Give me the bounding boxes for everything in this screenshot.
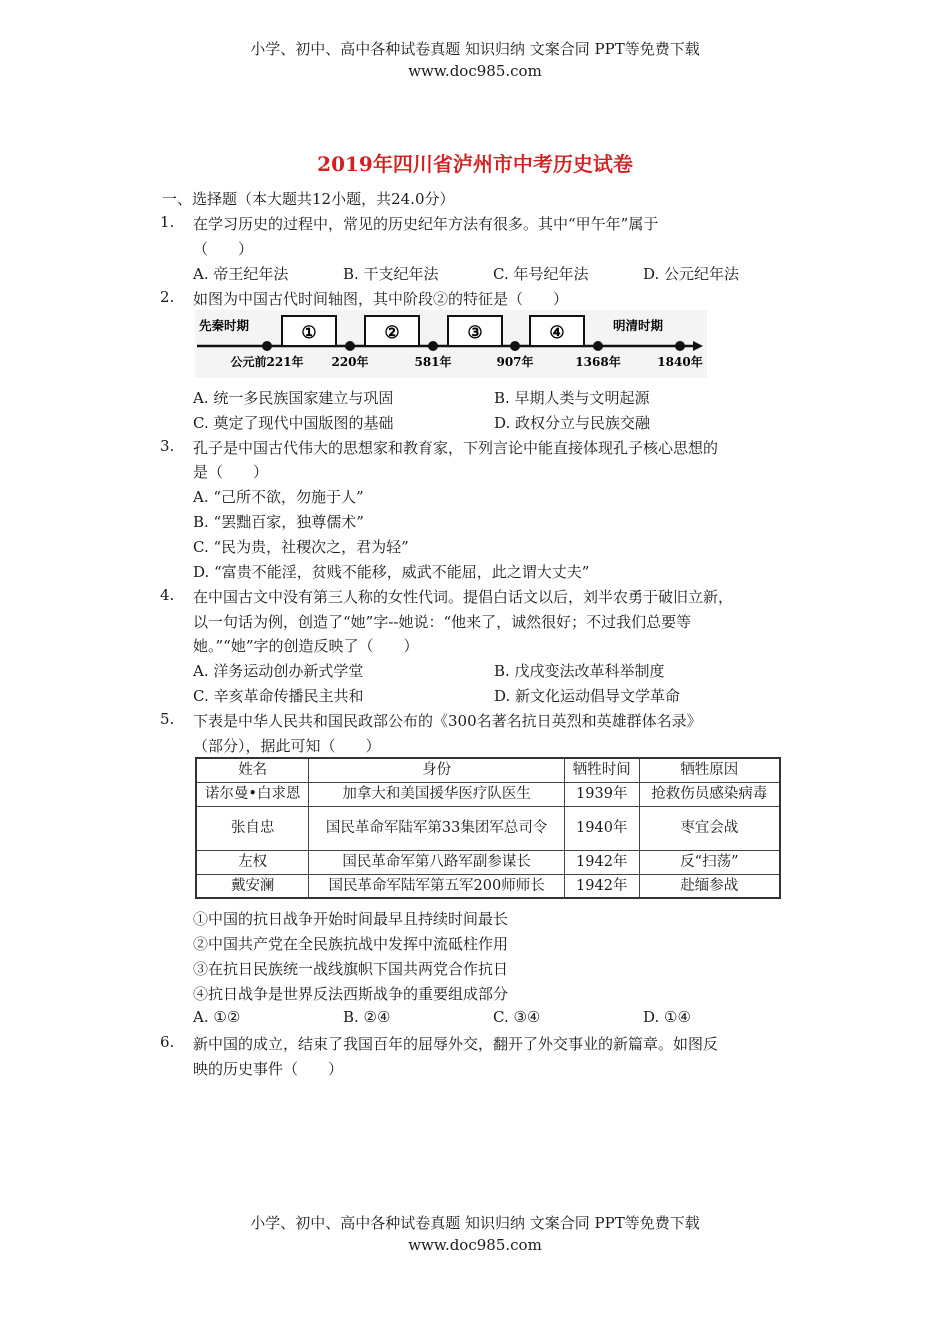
q1-number: 1. (160, 213, 175, 231)
footer-line-1: 小学、初中、高中各种试卷真题 知识归纳 文案合同 PPT等免费下载 (250, 1214, 700, 1232)
q5-option-c: C. ③④ (493, 1008, 541, 1026)
stage-label-3: ③ (467, 323, 483, 343)
q3-option-b: B. “罢黜百家，独尊儒术” (193, 513, 364, 531)
table-cell: 枣宜会战 (639, 806, 780, 850)
q1-option-a: A. 帝王纪年法 (193, 265, 289, 283)
q2-option-c: C. 奠定了现代中国版图的基础 (193, 414, 394, 432)
tick-label: 220年 (331, 355, 369, 369)
q5-number: 5. (160, 710, 175, 728)
table-header-row (196, 758, 780, 782)
table-cell: 张自忠 (196, 806, 309, 850)
q2-timeline-figure (195, 310, 707, 378)
stage-label-1: ① (301, 323, 317, 343)
right-period-label: 明清时期 (613, 318, 664, 333)
footer-banner (0, 1212, 950, 1256)
q1-text-line-1: 在学习历史的过程中，常见的历史纪年方法有很多。其中“甲午年”属于 (193, 215, 659, 233)
stage-label-4: ④ (549, 323, 565, 343)
q1-option-d: D. 公元纪年法 (643, 265, 740, 283)
heroes-table (195, 757, 781, 899)
tick-label: 1840年 (657, 355, 703, 369)
table-cell: 国民革命军陆军第33集团军总司令 (309, 806, 565, 850)
tick-label: 1368年 (575, 355, 621, 369)
q1-option-c: C. 年号纪年法 (493, 265, 589, 283)
table-row (196, 782, 780, 806)
tick-label: 公元前221年 (230, 355, 304, 369)
q3-option-c: C. “民为贵，社稷次之，君为轻” (193, 538, 409, 556)
table-cell: 1940年 (564, 806, 639, 850)
tick-dot (510, 341, 520, 351)
table-cell: 诺尔曼•白求恩 (196, 782, 309, 806)
stage-label-2: ② (384, 323, 400, 343)
table-cell: 1942年 (564, 850, 639, 874)
table-header-cell: 身份 (309, 758, 565, 782)
q2-option-b: B. 早期人类与文明起源 (494, 389, 650, 407)
q5-statement-3: ③在抗日民族统一战线旗帜下国共两党合作抗日 (193, 960, 509, 978)
table-cell: 抢救伤员感染病毒 (639, 782, 780, 806)
q5-statement-2: ②中国共产党在全民族抗战中发挥中流砥柱作用 (193, 935, 509, 953)
tick-label: 907年 (496, 355, 534, 369)
q5-statement-1: ①中国的抗日战争开始时间最早且持续时间最长 (193, 910, 509, 928)
q2-option-a: A. 统一多民族国家建立与巩固 (193, 389, 394, 407)
q5-option-d: D. ①④ (643, 1008, 691, 1026)
exam-title: 2019年四川省泸州市中考历史试卷 (317, 152, 633, 176)
table-cell: 赴缅参战 (639, 874, 780, 898)
header-url[interactable]: www.doc985.com (408, 62, 542, 80)
section-heading: 一、选择题（本大题共12小题，共24.0分） (162, 190, 455, 208)
q1-option-b: B. 干支纪年法 (343, 265, 439, 283)
q3-option-d: D. “富贵不能淫，贫贱不能移，威武不能屈，此之谓大丈夫” (193, 563, 590, 581)
tick-dot (428, 341, 438, 351)
q4-number: 4. (160, 586, 175, 604)
q2-option-d: D. 政权分立与民族交融 (494, 414, 651, 432)
tick-label: 581年 (414, 355, 452, 369)
q4-text-line-1: 在中国古文中没有第三人称的女性代词。提倡白话文以后，刘半农勇于破旧立新， (193, 588, 734, 606)
footer-url[interactable]: www.doc985.com (408, 1236, 542, 1254)
tick-dot (675, 341, 685, 351)
q2-number: 2. (160, 288, 175, 306)
table-cell: 戴安澜 (196, 874, 309, 898)
q3-text-line-2: 是（ ） (193, 463, 269, 481)
table-cell: 1942年 (564, 874, 639, 898)
header-banner (0, 38, 950, 82)
table-header-cell: 牺牲原因 (639, 758, 780, 782)
q3-text-line-1: 孔子是中国古代伟大的思想家和教育家，下列言论中能直接体现孔子核心思想的 (193, 439, 719, 457)
left-period-label: 先秦时期 (199, 318, 250, 333)
q5-text-line-2: （部分），据此可知（ ） (193, 737, 381, 755)
q4-option-a: A. 洋务运动创办新式学堂 (193, 662, 364, 680)
q5-option-b: B. ②④ (343, 1008, 391, 1026)
table-header-cell: 姓名 (196, 758, 309, 782)
q6-text-line-1: 新中国的成立，结束了我国百年的屈辱外交，翻开了外交事业的新篇章。如图反 (193, 1035, 719, 1053)
header-line-1: 小学、初中、高中各种试卷真题 知识归纳 文案合同 PPT等免费下载 (250, 40, 700, 58)
table-cell: 国民革命军第八路军副参谋长 (309, 850, 565, 874)
table-cell: 加拿大和美国援华医疗队医生 (309, 782, 565, 806)
tick-dot (593, 341, 603, 351)
table-cell: 1939年 (564, 782, 639, 806)
table-cell: 国民革命军陆军第五军200师师长 (309, 874, 565, 898)
table-row (196, 850, 780, 874)
q5-text-line-1: 下表是中华人民共和国民政部公布的《300名著名抗日英烈和英雄群体名录》 (193, 712, 702, 730)
q4-text-line-3: 她。”“她”字的创造反映了（ ） (193, 637, 419, 655)
q6-number: 6. (160, 1033, 175, 1051)
q4-option-d: D. 新文化运动倡导文学革命 (494, 687, 681, 705)
q5-statement-4: ④抗日战争是世界反法西斯战争的重要组成部分 (193, 985, 509, 1003)
table-header-cell: 牺牲时间 (564, 758, 639, 782)
tick-dot (262, 341, 272, 351)
table-row (196, 874, 780, 898)
table-cell: 左权 (196, 850, 309, 874)
q2-text: 如图为中国古代时间轴图，其中阶段②的特征是（ ） (193, 290, 569, 308)
q6-text-line-2: 映的历史事件（ ） (193, 1060, 344, 1078)
q3-number: 3. (160, 437, 175, 455)
q4-option-b: B. 戊戌变法改革科举制度 (494, 662, 665, 680)
q4-option-c: C. 辛亥革命传播民主共和 (193, 687, 364, 705)
q5-option-a: A. ①② (193, 1008, 241, 1026)
table-row (196, 806, 780, 850)
q4-text-line-2: 以一句话为例，创造了“她”字--她说：“他来了，诚然很好；不过我们总要等 (193, 613, 692, 631)
q1-text-line-2: （ ） (193, 240, 254, 258)
table-cell: 反“扫荡” (639, 850, 780, 874)
tick-dot (345, 341, 355, 351)
q3-option-a: A. “己所不欲，勿施于人” (193, 488, 364, 506)
